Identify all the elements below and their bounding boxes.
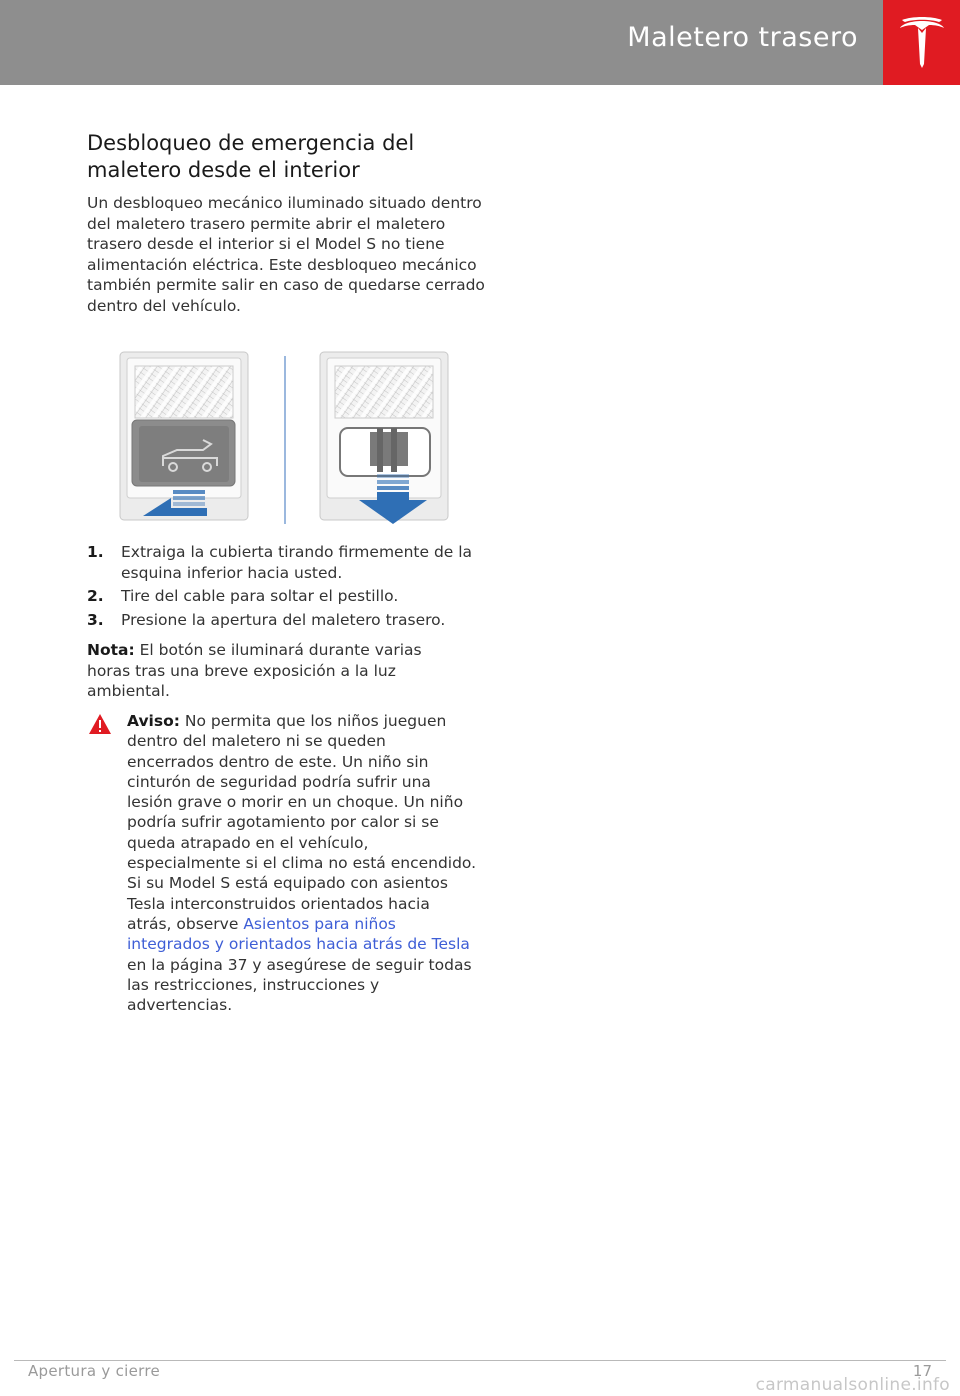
page-number: 17 (912, 1362, 932, 1380)
watermark: carmanualsonline.info (755, 1375, 950, 1395)
page-title: Maletero trasero (627, 22, 858, 53)
brand-logo-box (883, 0, 960, 85)
note-paragraph (87, 640, 457, 702)
cover-removal-panel (120, 352, 248, 520)
warning-label: Aviso: (127, 712, 180, 730)
step-text: Presione la apertura del maletero trasero. (121, 610, 446, 629)
warning-text: No permita que los niños jueguen dentro del maletero ni se queden encerrados dentro de este. Un niño sin cinturón de seguridad podría sufrir una lesión grave o morir en un choque. Un niño podría sufrir agotamiento por calor si se queda atrapado en el vehículo, especialmente si el clima no está encendido. Si su Model S está equipado con asientos Tesla interconstruidos orientados hacia atrás, observe (127, 712, 477, 933)
intro-paragraph: Un desbloqueo mecánico iluminado situado dentro del maletero trasero permite abrir el maletero trasero desde el interior si el Model S no tiene alimentación eléctrica. Este desbloqueo mecánico también permite salir en caso de quedarse cerrado dentro del vehículo. (87, 194, 485, 315)
warning-paragraph (127, 711, 477, 1015)
child-seats-link[interactable]: Asientos para niños integrados y orientados hacia atrás de Tesla (127, 914, 470, 954)
page-header (0, 0, 960, 85)
step-text: Tire del cable para soltar el pestillo. (121, 587, 399, 605)
warning-text-end: en la página 37 y asegúrese de seguir todas las restricciones, instrucciones y advertencias. (127, 955, 472, 1015)
step-text: Extraiga la cubierta tirando firmemente de la esquina inferior hacia usted. (121, 543, 473, 582)
step-number: 2. (87, 587, 104, 605)
trunk-release-illustration (115, 348, 455, 528)
note-text: El botón se iluminará durante varias horas tras una breve exposición a la luz ambiental. (87, 641, 422, 700)
list-item (87, 610, 487, 631)
list-item (87, 542, 487, 583)
list-item (87, 586, 487, 607)
tesla-logo-icon (898, 16, 946, 68)
step-number: 1. (87, 543, 104, 561)
steps-list (87, 542, 487, 633)
warning-triangle-icon (88, 713, 112, 735)
footer-divider (14, 1360, 946, 1361)
latch-cable-panel (320, 352, 448, 524)
footer-section-name: Apertura y cierre (28, 1362, 161, 1380)
note-label: Nota: (87, 641, 135, 659)
section-heading: Desbloqueo de emergencia del maletero desde el interior (87, 131, 415, 182)
step-number: 3. (87, 610, 104, 629)
